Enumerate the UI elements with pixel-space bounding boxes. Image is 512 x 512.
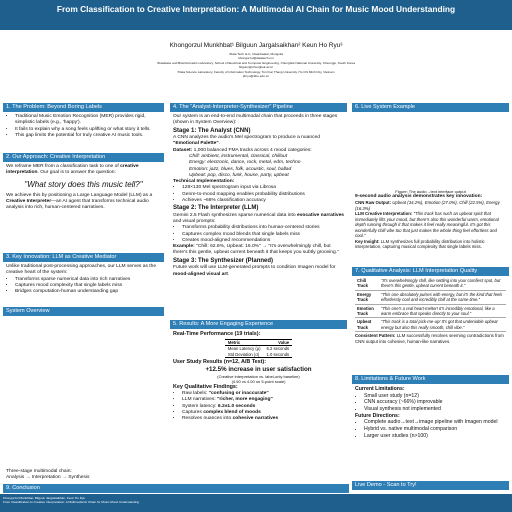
section-header: 3. Key Innovation: LLM as Creative Mediator bbox=[3, 253, 164, 262]
list-item: • Complete audio→text→image pipeline with Imagen model bbox=[364, 419, 506, 426]
list-item: • Captures complex blend of moods bbox=[182, 410, 344, 416]
text: Future work will use LLM-generated prompts to condition Imagen model for bbox=[173, 265, 336, 271]
text-bold: evocative narratives bbox=[296, 212, 345, 218]
subheading: Future Directions: bbox=[355, 412, 400, 419]
text-bold: 9-second audio analysis demonstrates key innovation: bbox=[355, 194, 483, 200]
text: Unlike traditional post-processing approaches, our LLM serves as the creative heart of the system: bbox=[6, 264, 157, 276]
section-results bbox=[170, 320, 347, 482]
caption: Three-stage multimodal chain: bbox=[6, 469, 72, 474]
list-item: • Captures complex mood blends that single labels miss bbox=[182, 232, 344, 238]
table-row: Energy Track "This one absolutely pulses with energy, but it's the kind that feels effortlessly cool and incredibly chill at the same time." bbox=[355, 290, 506, 304]
list-item: • Visual synthesis not implemented bbox=[364, 406, 506, 413]
figure-caption: Figure: The audio→text interface output bbox=[395, 189, 466, 194]
affiliation-3-email: khryu@tdtu.edu.vn bbox=[242, 74, 269, 78]
section-header: System Overview bbox=[3, 307, 164, 316]
stage-3-heading: Stage 3: The Synthesizer (Planned) bbox=[173, 257, 274, 264]
footer-authors: Khongorzul Munkhbat, Bilguun Jargalsaikhan, Keun Ho Ryu bbox=[3, 496, 86, 500]
list-item: • Traditional Music Emotion Recognition (MER) provides rigid, simplistic labels (e.g., 'happy'). bbox=[15, 114, 161, 127]
llm-interpretation: "This track has such an upbeat spirit that immediately lifts your mood, but there's also this wonderful warm, emotional depth running through it that makes it feel really meaningful. It's got this wonderfully chill vibe too that just makes the whole thing feel effortless and cool." bbox=[355, 211, 499, 239]
list-item: • Small user study (n=12) bbox=[364, 393, 506, 400]
text: A CNN analyzes the audio's Mel spectrogram to produce a nuanced bbox=[173, 135, 320, 141]
key-insight: LLM synthesizes full probability distribution into holistic interpretation, capturing musical complexity that single labels miss. bbox=[355, 238, 485, 250]
text-bold: Technical Implementation: bbox=[173, 179, 235, 185]
affiliation-1-email: khongorzul@datatech.mn bbox=[238, 56, 274, 60]
table-header: Metric bbox=[227, 339, 241, 345]
subheading: Key Qualitative Findings: bbox=[173, 384, 238, 391]
caption: Analysis → Interpretation → Synthesis bbox=[6, 475, 90, 481]
table-header: Value bbox=[278, 339, 290, 345]
footer bbox=[0, 494, 512, 512]
subheading: User Study Results (n=12, A/B Test): bbox=[173, 359, 267, 366]
list-item: • Transforms probability distributions into human-centered stories bbox=[182, 225, 344, 231]
list-item: • Raw labels: "confusing or inaccurate" bbox=[182, 391, 344, 397]
list-item: • This gap limits the potential for truly creative AI music tools. bbox=[15, 133, 161, 139]
cnn-output: Upbeat (34.2%), Emotion (27.0%), Chill (22.5%), Energy (16.3%) bbox=[355, 200, 500, 211]
section-header: 8. Limitations & Future Work bbox=[352, 375, 509, 384]
section-approach bbox=[3, 153, 164, 253]
affiliation-3: ³Data Science Laboratory, Faculty of Information Technology, Ton Duc Thang University, Ho Chi Minh City, Vietnam bbox=[177, 70, 335, 74]
affiliation-1: ¹Data Tech LLC, Ulaanbaatar, Mongolia bbox=[228, 52, 284, 56]
author-line: Khongorzul Munkhbat¹ Bilguun Jargalsaikhan² Keun Ho Ryu³ bbox=[169, 42, 343, 49]
text-bold: Example: bbox=[173, 244, 195, 250]
table-cell: Std Deviation (σ) bbox=[227, 351, 260, 357]
mood-category: Upbeat: pop, disco, funk, house, party, upbeat bbox=[189, 172, 289, 178]
text-bold: mood-aligned visual art bbox=[173, 271, 228, 277]
text: . bbox=[227, 271, 230, 277]
text: We reframe MER from a classification task to one of bbox=[6, 164, 121, 169]
list-item: • Hybrid vs. native multimodal comparison bbox=[364, 426, 506, 433]
subheading: Real-Time Performance (19 trials): bbox=[173, 331, 261, 337]
note: (4.50 vs 4.00 on 5-point scale) bbox=[231, 378, 286, 384]
list-item: • Bridges computation-human understanding gap bbox=[15, 289, 161, 295]
footer-title: From Classification to Creative Interpretation: A Multimodal AI Chain for Music Mood Understanding bbox=[3, 500, 140, 505]
interpretation-table bbox=[355, 277, 506, 332]
affiliation-2-email: bilguun@chungbuk.ac.kr bbox=[238, 65, 274, 69]
section-header: 4. The "Analyst-Interpreter-Synthesizer" Pipeline bbox=[170, 103, 347, 112]
mood-category: Emotion: jazz, blues, folk, acoustic, soul, ballad bbox=[189, 166, 292, 172]
section-problem bbox=[3, 103, 164, 153]
mood-category: Chill: ambient, instrumental, classical, chillout bbox=[189, 154, 288, 159]
affiliation-2: ²Database and Bioinformatics Laboratory, School of Electrical and Computer Engineering, Chungbuk National University, Cheongju, South Korea bbox=[157, 61, 355, 65]
list-item: • Transforms sparse numerical data into rich narratives bbox=[15, 277, 161, 283]
question-quote: "What story does this music tell?" bbox=[24, 179, 143, 189]
list-item: • CNN accuracy (~66%) improvable bbox=[364, 399, 506, 406]
table-cell: 6.2 seconds bbox=[266, 346, 290, 352]
subheading: Current Limitations: bbox=[355, 386, 405, 392]
list-item: • Creates mood-aligned recommendations bbox=[182, 238, 344, 244]
table-row: Upbeat Track "This track is a total pick-me-up! It's got that undeniable upbeat energy but also this really smooth, chill vibe." bbox=[355, 318, 506, 332]
section-header: 1. The Problem: Beyond Boring Labels bbox=[3, 103, 164, 112]
section-header: 2. Our Approach: Creative Interpretation bbox=[3, 153, 164, 162]
conclusion-header-wrap bbox=[3, 484, 349, 493]
text-bold: "Emotional Palette" bbox=[173, 141, 219, 147]
section-innovation bbox=[3, 253, 164, 307]
list-item: • System latency: 6.2±1.0 seconds bbox=[182, 404, 344, 410]
text-bold: Creative Interpreter bbox=[6, 199, 52, 205]
table-cell: Mean Latency (μ) bbox=[227, 346, 261, 352]
list-item: • Achieves ~66% classification accuracy bbox=[182, 198, 344, 204]
section-header: 5. Results: A More Engaging Experience bbox=[170, 320, 347, 329]
section-demo bbox=[352, 481, 509, 494]
text: . bbox=[218, 141, 221, 147]
section-header: 9. Conclusion bbox=[3, 484, 349, 493]
text: We achieve this by positioning a Large Language Model (LLM) as a bbox=[6, 192, 153, 198]
list-item: • Resolves nuances into cohesive narratives bbox=[182, 416, 344, 422]
list-item: • Captures mood complexity that single labels miss bbox=[15, 283, 161, 289]
text: 1,000 balanced FMA tracks across 4 mood categories: bbox=[192, 147, 312, 153]
system-overview-diagram bbox=[3, 316, 164, 464]
table-row: Chill Track "It's overwhelmingly chill, like settling into your comfiest spot, but there's this gentle, upbeat current beneath it." bbox=[355, 277, 506, 290]
list-item: • Genre-to-mood mapping enables probability distributions bbox=[182, 192, 344, 198]
text: Gemini 2.5 Flash synthesizes sparse numerical data into bbox=[173, 212, 297, 218]
text: Our system is an end-to-end multimodal chain that proceeds in three stages (shown in System Overview): bbox=[173, 114, 338, 126]
section-system-overview bbox=[3, 307, 164, 482]
section-qualitative: 7. Qualitative Analysis: LLM Interpretation Quality Chill Track "It's overwhelmingly chill, like settling into your comfiest spot, but there's this gentle, upbeat current beneath it." Energy Track "This one absolutely pulses with energy, but it's the kind that feels effortlessly cool and incredibly chill at the same time." Emotion Track "This one's a real heart-melter! It's incredibly emotional, like a warm embrace that speaks directly to your soul." Upbeat Track "This track is a total pick-me-up! It's got that undeniable upbeat energy but also this really smooth, chill vibe." Consistent Pattern: LLM successfully resolves seeming contradictions from CNN output into cohesive, human-like narratives. bbox=[352, 267, 509, 371]
list-item: • 128×130 Mel spectrogram input via Librosa bbox=[182, 185, 344, 191]
section-header: 7. Qualitative Analysis: LLM Interpretation Quality bbox=[352, 267, 509, 276]
stage-2-heading: Stage 2: The Interpreter (LLM) bbox=[173, 205, 259, 212]
text: —an AI agent that transforms technical audio analysis into rich, human-centered narratives. bbox=[6, 199, 149, 211]
demo-header: Live Demo - Scan to Try! bbox=[352, 481, 509, 490]
note: (Creative interpretation vs. label-only baseline) bbox=[217, 373, 300, 379]
latency-table bbox=[225, 339, 292, 358]
text-bold: creative interpretation bbox=[6, 164, 139, 176]
list-item: • Larger user studies (n>100) bbox=[364, 433, 506, 440]
section-header: 6. Live System Example bbox=[352, 103, 509, 112]
satisfaction-highlight: +12.5% increase in user satisfaction bbox=[205, 365, 312, 373]
table-row: Emotion Track "This one's a real heart-melter! It's incredibly emotional, like a warm embrace that speaks directly to your soul." bbox=[355, 304, 506, 318]
interface-screenshot bbox=[355, 113, 506, 189]
poster-title: From Classification to Creative Interpretation: A Multimodal AI Chain for Music Mood Understanding bbox=[56, 4, 456, 14]
table-cell: 1.0 seconds bbox=[266, 351, 290, 357]
list-item: • It fails to explain why a song feels uplifting or what story it tells. bbox=[15, 127, 161, 133]
text: and visual prompts: bbox=[173, 219, 216, 225]
list-item: • LLM narratives: "richer, more engaging" bbox=[182, 397, 344, 403]
stage-1-heading: Stage 1: The Analyst (CNN) bbox=[173, 127, 251, 134]
text-bold: Dataset: bbox=[173, 147, 193, 153]
text: "Chill: 62.6%, Upbeat: 16.0%" → "It's overwhelmingly chill, but there's this gentle, upbeat current beneath it that keeps you subtly grooving." bbox=[173, 244, 339, 256]
mood-category: Energy: electronic, dance, rock, metal, edm, techno bbox=[189, 160, 301, 166]
section-limitations bbox=[352, 375, 509, 477]
section-live-example: 6. Live System Example Figure: The audio→text interface output 9-second audio analysis demonstrates key innovation: CNN Raw Output: Upbeat (34.2%), Emotion (27.0%), Chill (22.5%), Energy (16.3%) LLM Creative Interpretation: "This track has such an upbeat spirit that immediately lifts your mood, but there's also this wonderful warm, emotional depth running through it that makes it feel really meaningful. It's got this wonderfully chill vibe too that just makes the whole thing feel effortless and cool." Key Insight: LLM synthesizes full probability distribution into holistic interpretation, capturing musical complexity that single labels miss. bbox=[352, 103, 509, 263]
section-pipeline bbox=[170, 103, 347, 315]
text: . Our goal is to answer the question: bbox=[37, 170, 116, 176]
text: LLM successfully resolves seeming contradictions from CNN output into cohesive, human-like narratives. bbox=[355, 333, 504, 344]
